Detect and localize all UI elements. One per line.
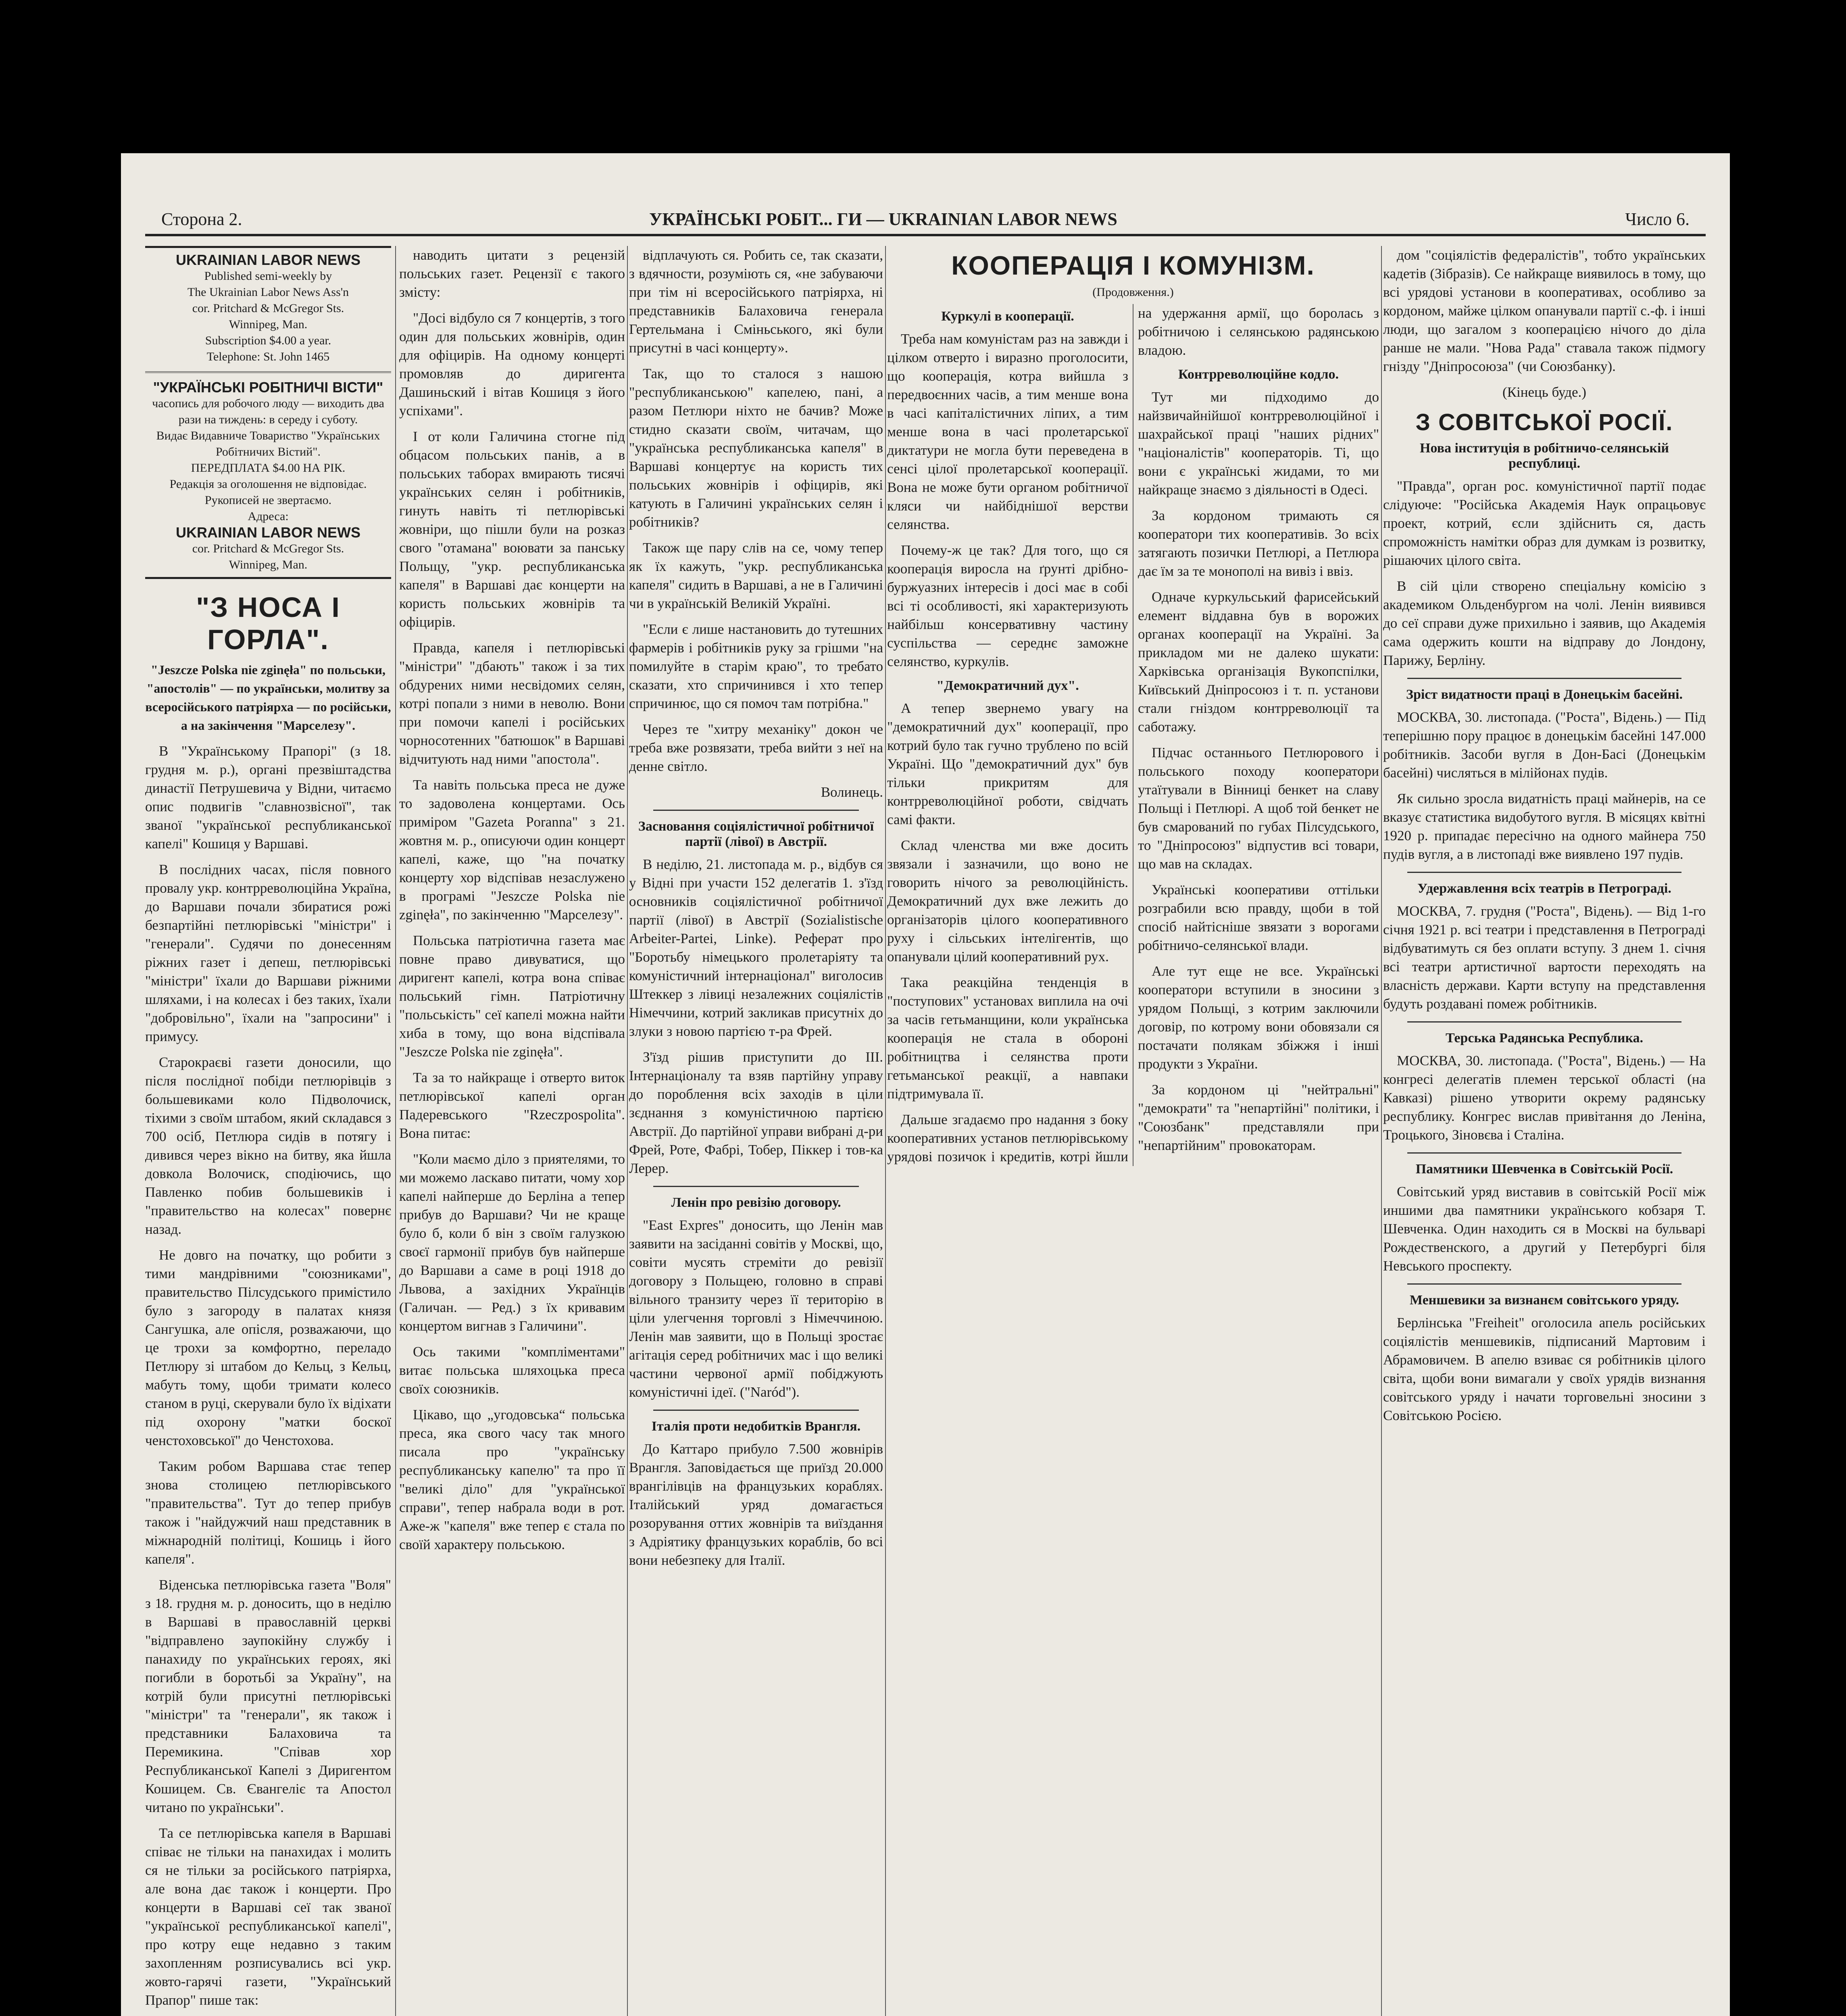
article-headline: Ленін про ревізію договору.	[671, 1195, 841, 1210]
column-2	[399, 246, 625, 2016]
article-headline: Засновання соціялістичної робітничої партії (лівої) в Австрії.	[638, 819, 874, 849]
article-paragraph: Та за то найкраще і отверто виток петлюрівської капелі орган Падеревського "Rzeczpospolita". Вона питає:	[399, 1070, 625, 1141]
article-paragraph: Одначе куркульський фарисейський елемент віддавна був в ворожих органах кооперації на Україні. За прикладом ми не далеко шукати: Харківська організація Вукопспілки, Київський Дніпросоюз і т. п. установи стали гніздом контрреволюції та саботажу.	[1138, 589, 1379, 735]
article-paragraph: Ось такими "компліментами" витає польська шляхоцька преса своїх союзників.	[399, 1344, 625, 1397]
publisher-line: cor. Pritchard & McGregor Sts.	[192, 302, 344, 315]
article-paragraph: Та навіть польська преса не дуже то задоволена концертами. Ось приміром "Gazeta Poranna" з 21. жовтня м. р., описуючи один концерт капелі, каже, що "на початку концерту хор відспівав незаслужено в програмі "Jeszcze Polska nie zginęła", по закінченню "Марселезу".	[399, 777, 625, 923]
publisher-line: Winnipeg, Man.	[229, 318, 308, 331]
news-headline: Удержавлення всіх театрів в Петрограді.	[1417, 881, 1671, 896]
article-paragraph: Старокраєві газети доносили, що після послідної побіди петлюрівців з большевиками коло Підволочиск, тіхими з своїм штабом, який складався з 700 осіб, Петлюра сидів в потягу і дивився через вікно на битву, яка йшла довкола Волочиск, сподіючись, що Павленко побив большевиків і "правительство на колесах" повернє назад.	[145, 1054, 391, 1237]
news-paragraph: МОСКВА, 7. грудня ("Роста", Відень). — Від 1-го січня 1921 р. всі театри і представлення в Петрограді відбуватимуть ся без оплати вступу. З днем 1. січня всі театри артистичної вартости переходять на власність держави. Карти вступу на представлення будуть роздавані помеж робітників.	[1383, 903, 1706, 1012]
article-paragraph: Правда, капеля і петлюрівські "міністри" "дбають" також і за тих обдурених ними несвідомих селян, котрі попали з ними в неволю. Вони при помочи капелі і російських чорносотенних "батюшок" в Варшаві відчитують над ними "апостола".	[399, 640, 625, 767]
news-paragraph: Берлінська "Freiheit" оголосила апель російських соціялістів меншевиків, підписаний Мартовим і Абрамовичем. В апелю взиває ся робітників цілого світа, щоби вони вимагали у своїх урядів визнання совітського уряду і начати торговельні зносини з Совітською Росією.	[1383, 1315, 1706, 1423]
page-number: Сторона 2.	[161, 209, 242, 229]
article-subheading: Контрреволюційне кодло.	[1178, 367, 1339, 382]
article-paragraph: Так, що то сталося з нашою "республиканською" капелею, пані, а разом Петлюри ніхто не бачив? Може стидно сказати своїм, читачам, що "українська республиканська капеля" в Варшаві концертує на користь тих польських жовнірів і офіцирів, які катують в Галичині українських селян і робітників?	[629, 366, 883, 530]
news-paragraph: Як сильно зросла видатність праці майнерів, на се вказує статистика видобутого вугля. В місяцях квітні 1920 р. припадає пересічно на одного майнера 750 пудів вугля, а в листопаді вже виявлено 197 пудів.	[1383, 791, 1706, 862]
continued-note: (Продовження.)	[1092, 285, 1174, 299]
news-paragraph: "Правда", орган рос. комуністичної партії подає слідуюче: "Російська Академія Наук опрацьовує проект, котрий, єсли здійснить ся, дасть спроможність намітки образ для думкам із розвитку, рішаючих цілого світа.	[1383, 478, 1706, 568]
publisher-box	[145, 246, 391, 579]
article-paragraph: Польська патріотична газета має повне право дивуватися, що диригент капелі, котра вона співає польський гімн. Патріотичну "польськість" сеї капелі можна найти хиба в тому, що вона відспівала "Jeszcze Polska nie zginęła".	[399, 933, 625, 1060]
article-paragraph: В "Українському Прапорі" (з 18. грудня м. р.), органі презвіштадства династії Петрушевича у Відни, читаємо опис подвигів "славнозвісної", так званої "української республиканської капелі" Кошиця у Варшаві.	[145, 743, 391, 852]
article-paragraph: Почему-ж це так? Для того, що ся кооперація виросла на ґрунті дрібно-буржуазних інтересів і досі має в собі всі ті особливості, які характеризують найбільш консервативну частину суспільства — середнє заможне селянство, куркулів.	[887, 542, 1128, 669]
column-rule	[885, 246, 886, 2016]
news-headline: Зріст видатности праці в Донецькім басейні.	[1406, 687, 1683, 702]
article-paragraph: Таким робом Варшава стає тепер знова столицею петлюрівського "правительства". Тут до тепер прибув також і "найдужчий наш представник в міжнародній політиці, Кошиць і його капеля".	[145, 1458, 391, 1567]
article-body	[887, 304, 1379, 1166]
address-line: UKRAINIAN LABOR NEWS	[176, 524, 360, 541]
article-paragraph: "Коли маємо діло з приятелями, то ми можемо ласкаво питати, чому хор капелі найперше до Берліна а тепер прибув до Варшави? Чи не краще було б, коли б він з своїм галузкою своєї гармонії прибув був найперше до Варшави а саме в році 1918 до Львова, а західних Українців (Галичан. — Ред.) з їх кривавим концертом вигнав з Галичини".	[399, 1151, 625, 1334]
article-paragraph: Треба нам комуністам раз на завжди і цілком отверто і виразно проголосити, що кооперація, котра вийшла з передвоєнних часів, а тим менше вона в часі капіталістичних ліпих, а тим менше вона в часі пролетарської диктатури не могла бути переведена в сенсі цілої пролетарської кооперації. Вона не може бути органом робітничої кляси чи найбіднішої верстви селянства.	[887, 331, 1128, 532]
article-paragraph: "Если є лише настановить до тутешних фармерів і робітників руку за грішми "на помилуйте в старім краю", то требато сказати, хто спричинився і хто тепер спричинює, що ся помоч там потрібна."	[629, 621, 883, 711]
article-paragraph: Підчас останнього Петлюрового і польського походу кооператори утаїтували в Вінниці бенкет на славу Польщі і Петлюрі. А щоб той бенкет не був смарований по губах Пілсудського, то "Дніпросоюз" відпустив всі товари, що мав на складах.	[1138, 745, 1379, 872]
subscription-line: ПЕРЕДПЛАТА $4.00 НА РІК.	[191, 461, 346, 475]
article-paragraph: Також ще пару слів на се, чому тепер як їх кажуть, "укр. республиканська капеля" сидить в Варшаві, а не в Галичині чи в українській Великій Україні.	[629, 540, 883, 611]
news-paragraph: МОСКВА, 30. листопада. ("Роста", Відень.) — Під теперішню пору працює в донецькім басейні 147.000 робітників. Засоби вугля в Дон-Басі (Донецькім басейні) числяться в мілійонах пудів.	[1383, 709, 1706, 781]
article-end-note: (Кінець буде.)	[1502, 384, 1586, 400]
article-subheading: "Демократичний дух".	[936, 678, 1079, 693]
article-paragraph: дом "соціялістів федералістів", тобто українських кадетів (Зібразів). Се найкраще виявилось в тому, що всі урядові установи в кооперативах, особливо за кордоном, майже цілком опанували партії с.-ф. і інші люди, що загалом з кооперацією нічого до діла ранше не мали. "Нова Рада" ставала також підмогу гнізду "Дніпросоюза" (чи Союзбанку).	[1383, 247, 1706, 374]
article-paragraph: В послідних часах, після повного провалу укр. контрреволюційна Україна, до Варшави почали збиратися рожі безпартійні петлюрівські "міністри" і "генерали". Судячи по донесенням ріжних газет і депеш, петлюрівські "міністри" їхали до Варшави ріжними шляхами, і на колесах і без таких, їхали "добровільно", їхали на "запросини" і примусу.	[145, 862, 391, 1044]
telephone-line: Telephone: St. John 1465	[206, 350, 330, 363]
paper-name-en: UKRAINIAN LABOR NEWS	[176, 252, 360, 268]
news-paragraph: Совітський уряд виставив в совітській Росії між иншими два памятники українського кобзаря Т. Шевченка. Один находить ся в Москві на бульварі Рождественского, а другий у Петербургі біля Невського проспекту.	[1383, 1184, 1706, 1274]
article-subheading: Куркулі в кооперації.	[941, 309, 1074, 324]
article-paragraph: Дальше згадаємо про надання з боку кооперативних установ петлюрівському урядові позичок і кредитів, котрі йшли на удержання армії, що боролась з робітничою і селянською радянською владою.	[887, 305, 1379, 1164]
article-paragraph: З'їзд рішив приступити до ІІІ. Інтернаціоналу та взяв партійну управу до пороблення всіх заходів в ціли зєднання з комуністичною партією Австрії. До партійної управи вибрані д-ри Фрей, Роте, Фабрі, Тобер, Піккер і тов-ка Лерер.	[629, 1049, 883, 1176]
column-6	[1383, 246, 1706, 2016]
article-signature: Волинець.	[821, 784, 883, 800]
address-label: Адреса:	[248, 510, 289, 523]
article-paragraph: Віденська петлюрівська газета "Воля" з 18. грудня м. р. доносить, що в неділю в Варшаві в православній церкві "відправлено заупокійну службу і панахиду по українських героях, які погибли в боротьбі за Україну", на котрій були присутні петлюрівські "міністри" та "генерали", як також і представники Балаховича та Перемикина. "Співав хор Республиканської Капелі з Диригентом Кошицем. Св. Євангеліє та Апостол читано по українськи".	[145, 1577, 391, 1815]
article-epigraph: "Jeszcze Polska nie zginęła" по польськи, "апостолів" — по українськи, молитву за всеросійського патріярха — по російськи, а на закінчення "Марселезу".	[145, 662, 391, 733]
paper-name-ua: "УКРАЇНСЬКІ РОБІТНИЧІ ВІСТИ"	[153, 379, 383, 396]
address-line: cor. Pritchard & McGregor Sts.	[192, 542, 344, 555]
article-paragraph: Цікаво, що „угодовська“ польська преса, яка свого часу так много писала про "українську республиканську капелю" та про її "великі діло" для "української справи", тепер набрала води в рот. Аже-ж "капеля" вже тепер є стала по своїй характеру польською.	[399, 1407, 625, 1552]
news-paragraph: МОСКВА, 30. листопада. ("Роста", Відень.) — На конгресі делегатів племен терської області (на Кавказі) рішено утворити окрему радянську республику. Конгрес вислав привітання до Леніна, Троцького, Зіновєва і Сталіна.	[1383, 1053, 1706, 1143]
issue-number: Число 6.	[1625, 209, 1690, 229]
publisher-line: Видає Видавниче Товариство "Українських Робітничих Вістий".	[156, 429, 380, 458]
article-headline: КООПЕРАЦІЯ І КОМУНІЗМ.	[951, 250, 1315, 280]
publisher-line: часопись для робочого люду — виходить два рази на тиждень: в середу і суботу.	[152, 397, 384, 426]
column-rule	[1381, 246, 1382, 2016]
article-paragraph: Тут ми підходимо до найзвичайнійшої контрреволюційної і шахрайської праці "наших рідних" "націоналістів" кооператорів. Ті, що вони є українські жидами, то ми найкраще знаємо з діяльності в Одесі.	[1138, 389, 1379, 498]
newspaper-page	[121, 153, 1730, 2016]
column-3	[629, 246, 883, 2016]
paper-title: УКРАЇНСЬКІ РОБІТ... ГИ — UKRAINIAN LABOR NEWS	[649, 209, 1117, 229]
news-headline: Меншевики за визнанєм совітського уряду.	[1409, 1293, 1679, 1308]
publisher-line: Published semi-weekly by	[204, 269, 332, 283]
article-paragraph: "Досі відбуло ся 7 концертів, з того один для польських жовнірів, один для офіцирів. На одному концерті промовляв до диригента Дашиньский і вітав Кошиця з його успіхами".	[399, 310, 625, 419]
news-headline: Памятники Шевченка в Совітській Росії.	[1415, 1162, 1673, 1177]
article-paragraph: Українські кооперативи оттільки розграбили всю правду, щоби в той спосіб найтісніше звязати з ворогами робітничо-селянської влади.	[1138, 882, 1379, 953]
publisher-line: The Ukrainian Labor News Ass'n	[187, 285, 349, 299]
article-paragraph: Та се петлюрівська капеля в Варшаві співає не тільки на панахидах і молить ся не тільки за російського патріярха, але вона дає також і концерти. Про концерти в Варшаві сеї так званої "української республиканської капелі", про котру еще недавно з таким захопленням розписувались всі укр. жовто-гарячі газети, "Український Прапор" пише так:	[145, 1825, 391, 2008]
article-paragraph: В неділю, 21. листопада м. р., відбув ся у Відні при участи 152 делегатів 1. з'їзд основників соціялістичної робітничої партії (лівої) в Австрії (Sozialistische Arbeiter-Partei, Linke). Реферат про "Боротьбу німецького пролетаріяту та комуністичний інтернаціонал" виголосив Штеккер з лівиці незалежних соціялістів Німеччини, котрий закликав присутніх до злуки з новою партією т-ра Фрей.	[629, 856, 883, 1039]
article-paragraph: Через те "хитру механіку" докон че треба вже розвязати, треба вийти з неї на денне світло.	[629, 721, 883, 774]
article-paragraph: Така реакційна тенденція в "поступових" установах виплила на очі за часів гетьманщини, коли українська кооперація не стала в обороні робітництва і селянства проти гетьманської реакції, а навпаки підтримувала її.	[887, 975, 1128, 1102]
article-paragraph: Не довго на початку, що робити з тими мандрівними "союзниками", правительство Пілсудського примістило було з загороду в палатах князя Сангушка, але опісля, розважаючи, що це трохи за комфортно, переладо Петлюру зі штабом до Кельц, з Кельц, мабуть тому, щоби тримати колесо станом в руці, скерували було їх відіхати під охорону "матки боскої ченстоховської" до Ченстохова.	[145, 1247, 391, 1448]
column-1	[145, 246, 391, 2016]
article-paragraph: А тепер звернемо увагу на "демократичний дух" кооперації, про котрий було так гучно трублено по всій Україні. Що "демократичний дух" був тільки прикритям для контрреволюційної роботи, свідчать самі факти.	[887, 700, 1128, 827]
article-headline: "З НОСА І ГОРЛА".	[196, 591, 340, 655]
article-paragraph: Але тут еще не все. Українські кооператори вступили в зносини з урядом Польщі, з котрим заключили договір, по котрому вони обовязали ся постачати полякам збіжжя і інші продукти з України.	[1138, 963, 1379, 1072]
article-paragraph: наводить цитати з рецензій польських газет. Рецензії є такого змісту:	[399, 247, 625, 300]
news-headline: Терська Радянська Республика.	[1445, 1031, 1644, 1045]
article-paragraph: "East Expres" доносить, що Ленін мав заявити на засіданні совітів у Москві, що, совіти мусять стреміти до ревізії договору з Польщею, головно в справі вільного транзиту через її територію в ціли улегчення торговлі з Німеччиною. Ленін мав заявити, що в Польщі зростає агітація серед робітничих мас і що великі частини червоної армії побіджують комуністичні ідеї. ("Naród").	[629, 1217, 883, 1400]
article-paragraph: Склад членства ми вже досить звязали і зазначили, що воно не говорить нічого за революційність. Демократичний дух вже лежить до організаторів цілого кооперативного руху і сільських інтелігентів, що опанували цілий кооперативний рух.	[887, 837, 1128, 964]
subscription-line: Subscription $4.00 a year.	[205, 334, 331, 347]
article-paragraph: відплачують ся. Робить се, так сказати, з вдячности, розуміють ся, «не забуваючи при тім ні всеросійського патріярха, ні представників Балаховича генерала Гертельмана і Сміньського, які були присутні в часі концерту».	[629, 247, 883, 356]
article-headline: Італія проти недобитків Врангля.	[651, 1419, 861, 1434]
address-line: Winnipeg, Man.	[229, 558, 308, 571]
section-headline: З СОВІТСЬКОЇ РОСІЇ.	[1415, 409, 1673, 435]
article-paragraph: До Каттаро прибуло 7.500 жовнірів Врангля. Заповідається ще приїзд 20.000 врангілівців на французьких кораблях. Італійський уряд домагається розорування оттих жовнірів та виїздання з Адріятику французьких кораблів, бо всі вони небезпеку для Італії.	[629, 1441, 883, 1568]
publisher-line: Редакція за оголошення не відповідає. Рукописей не звертаємо.	[169, 477, 367, 507]
article-paragraph: І от коли Галичина стогне під обцасом польських панів, а в польських таборах вмирають тисячі українських селян і робітників, гинуть навіть ті петлюрівські жовніри, що пішли були на розказ свого "отамана" воювати за панську Польщу, "укр. республиканська капеля" в Варшаві дає концерти на користь польських жовнірів та офіцирів.	[399, 429, 625, 630]
news-headline: Нова інституція в робітничо-селянській республиці.	[1419, 441, 1669, 471]
cooperation-article	[887, 246, 1379, 2016]
article-paragraph: За кордоном тримають ся кооператори тих кооперативів. Зо всіх затягають позички Петлюрі, а Петлюра дає їм за те монополі на вивіз і ввіз.	[1138, 508, 1379, 579]
masthead	[145, 206, 1706, 236]
article-paragraph: За кордоном ці "нейтральні" "демократи" та "непартійні" політики, і "Союзбанк" представляли при "непартійним" провокаторам.	[1138, 1082, 1379, 1153]
news-paragraph: В сій ціли створено спеціальну комісію з академиком Ольденбургом на чолі. Ленін виявився до сеї справи дуже прихильно і заявив, що Академія сама одержить кошти на відправу до Лондону, Парижу, Берліну.	[1383, 578, 1706, 668]
column-rule	[627, 246, 628, 2016]
column-rule	[395, 246, 396, 2016]
